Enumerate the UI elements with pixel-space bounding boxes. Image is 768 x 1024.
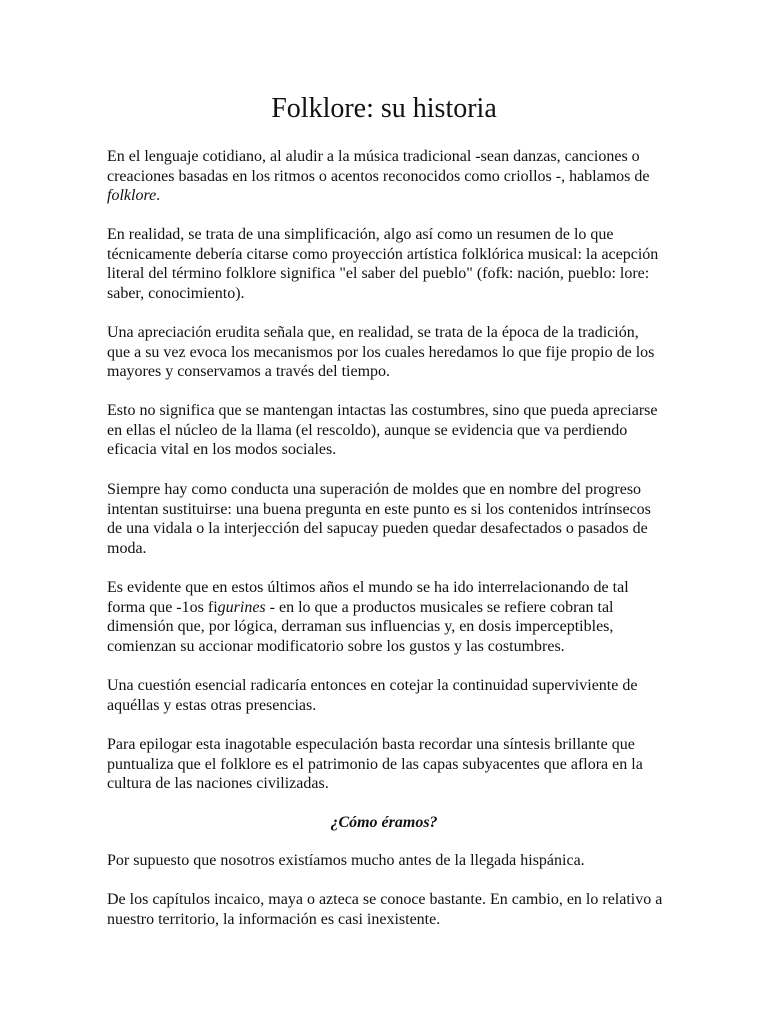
paragraph-5: Siempre hay como conducta una superación de moldes que en nombre del progreso intentan sustituirse: una buena pregunta en este punto es si los contenidos intrínsecos de una vidala o la interjección del sapucay pueden quedar desafectados o pasados de moda. xyxy=(107,481,651,557)
document-title: Folklore: su historia xyxy=(271,93,497,124)
paragraph-9: Por supuesto que nosotros existíamos mucho antes de la llegada hispánica. xyxy=(107,852,585,869)
paragraph-6 xyxy=(107,578,663,656)
paragraph-6-after: - en lo que a productos musicales se refiere cobran tal dimensión que, por lógica, derraman sus influencias y, en dosis imperceptibles, comienzan su accionar modificatorio sobre los gustos y las costumbres. xyxy=(107,598,614,655)
paragraph-10: De los capítulos incaico, maya o azteca se conoce bastante. En cambio, en lo relativo a nuestro territorio, la información es casi inexistente. xyxy=(107,891,663,928)
paragraph-1-tail: . xyxy=(156,187,161,204)
section-heading: ¿Cómo éramos? xyxy=(330,814,438,831)
paragraph-4: Esto no significa que se mantengan intactas las costumbres, sino que pueda apreciarse en ellas el núcleo de la llama (el rescoldo), aunque se evidencia que va perdiendo eficacia vital en los modos sociales. xyxy=(107,402,658,458)
paragraph-6-italic: gurines xyxy=(217,598,266,616)
paragraph-1-text: En el lenguaje cotidiano, al aludir a la música tradicional -sean danzas, canciones o creaciones basadas en los ritmos o acentos reconocidos como criollos -, hablamos de xyxy=(107,148,650,185)
paragraph-6-before: Es evidente que en estos últimos años el mundo se ha ido interrelacionando de tal forma que -1os fi xyxy=(107,579,629,616)
paragraph-3: Una apreciación erudita señala que, en realidad, se trata de la época de la tradición, que a su vez evoca los mecanismos por los cuales heredamos lo que fije propio de los mayores y conservamos a través del tiempo. xyxy=(107,324,655,380)
paragraph-7: Una cuestión esencial radicaría entonces en cotejar la continuidad superviviente de aquéllas y estas otras presencias. xyxy=(107,677,638,714)
paragraph-8: Para epilogar esta inagotable especulación basta recordar una síntesis brillante que puntualiza que el folklore es el patrimonio de las capas subyacentes que aflora en la cultura de las naciones civilizadas. xyxy=(107,736,643,792)
paragraph-1 xyxy=(107,147,663,206)
paragraph-1-italic: folklore xyxy=(107,187,157,204)
paragraph-2: En realidad, se trata de una simplificación, algo así como un resumen de lo que técnicamente debería citarse como proyección artística folklórica musical: la acepción literal del término folklore significa "el saber del pueblo" (fofk: nación, pueblo: lore: saber, conocimiento). xyxy=(107,226,659,302)
